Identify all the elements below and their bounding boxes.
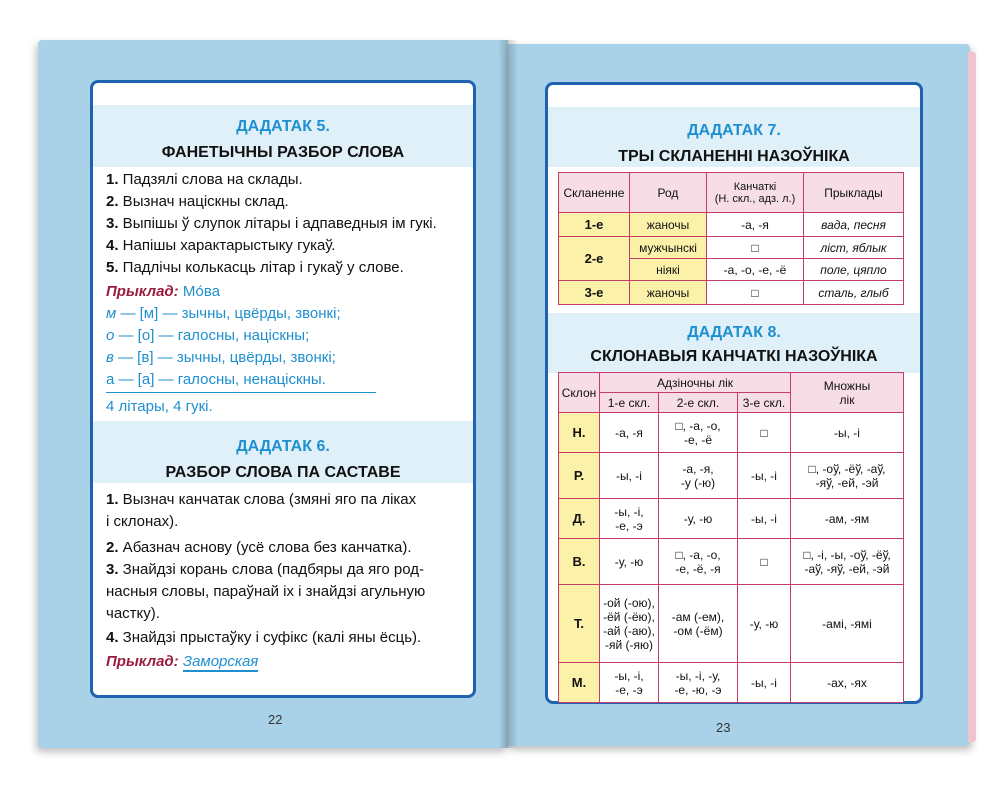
sec6-line-3: 2. Абазнач аснову (усё слова без канчатка). bbox=[106, 539, 412, 556]
step-1: 1. Падзялі слова на склады. bbox=[106, 171, 303, 188]
examples-cell: поле, цяпло bbox=[804, 259, 904, 281]
s1-cell: -ы, -і bbox=[600, 453, 659, 499]
s2-cell: □, -а, -о, -е, -ё bbox=[659, 413, 738, 453]
th-decl-3: 3-е скл. bbox=[738, 393, 791, 413]
ending-cell: □ bbox=[707, 237, 804, 259]
th-decl-2: 2-е скл. bbox=[659, 393, 738, 413]
pl-cell: □, -оў, -ёў, -аў, -яў, -ей, -эй bbox=[791, 453, 904, 499]
s2-cell: -а, -я, -у (-ю) bbox=[659, 453, 738, 499]
th-gender: Род bbox=[630, 173, 707, 213]
gender-cell: ніякі bbox=[630, 259, 707, 281]
example-line-3: в — [в] — зычны, цвёрды, звонкі; bbox=[106, 349, 336, 366]
sec6-line-4: 3. Знайдзі корань слова (падбяры да яго род- bbox=[106, 561, 425, 578]
table-row bbox=[559, 213, 904, 237]
right-page-number: 23 bbox=[716, 720, 731, 735]
sec6-line-5: насныя словы, параўнай іх і знайдзі агульную bbox=[106, 583, 426, 600]
th-plural: Множны лік bbox=[791, 373, 904, 413]
s3-cell: □ bbox=[738, 413, 791, 453]
th-decl-1: 1-е скл. bbox=[600, 393, 659, 413]
example-line-2: о — [о] — галосны, націскны; bbox=[106, 327, 310, 344]
example-6: Прыклад: Заморская bbox=[106, 653, 259, 670]
step-2: 2. Вызнач націскны склад. bbox=[106, 193, 289, 210]
case-cell: Т. bbox=[559, 585, 600, 663]
example-line-4: а — [а] — галосны, ненаціскны. bbox=[106, 371, 326, 388]
decl-cell: 3-е bbox=[559, 281, 630, 305]
example-line-1: м — [м] — зычны, цвёрды, звонкі; bbox=[106, 305, 341, 322]
step-3: 3. Выпішы ў слупок літары і адпаведныя ім гукі. bbox=[106, 215, 437, 232]
appendix-6-heading: ДАДАТАК 6. bbox=[236, 438, 330, 455]
s3-cell: -ы, -і bbox=[738, 499, 791, 539]
sec6-line-1: 1. Вызнач канчатак слова (змяні яго па ліках bbox=[106, 491, 417, 508]
s2-cell: □, -а, -о, -е, -ё, -я bbox=[659, 539, 738, 585]
s1-cell: -ы, -і, -е, -э bbox=[600, 663, 659, 703]
appendix-8-title: СКЛОНАВЫЯ КАНЧАТКІ НАЗОЎНІКА bbox=[590, 348, 878, 365]
appendix-7-heading: ДАДАТАК 7. bbox=[687, 122, 781, 139]
table-row bbox=[559, 499, 904, 539]
s3-cell: -ы, -і bbox=[738, 663, 791, 703]
pl-cell: -ам, -ям bbox=[791, 499, 904, 539]
ending-cell: -а, -я bbox=[707, 213, 804, 237]
th-endings: Канчаткі (Н. скл., адз. л.) bbox=[707, 173, 804, 213]
cover-edge bbox=[968, 52, 976, 742]
sec6-line-2: і склонах). bbox=[106, 513, 179, 530]
pl-cell: □, -і, -ы, -оў, -ёў, -аў, -яў, -ей, -эй bbox=[791, 539, 904, 585]
table-row bbox=[559, 539, 904, 585]
declensions-table bbox=[558, 172, 904, 305]
ending-cell: □ bbox=[707, 281, 804, 305]
left-page-number: 22 bbox=[268, 712, 283, 727]
pl-cell: -ы, -і bbox=[791, 413, 904, 453]
step-4: 4. Напішы характарыстыку гукаў. bbox=[106, 237, 336, 254]
case-cell: Н. bbox=[559, 413, 600, 453]
table-row bbox=[559, 663, 904, 703]
gender-cell: мужчынскі bbox=[630, 237, 707, 259]
s2-cell: -ы, -і, -у, -е, -ю, -э bbox=[659, 663, 738, 703]
case-cell: М. bbox=[559, 663, 600, 703]
table-row bbox=[559, 585, 904, 663]
case-cell: В. bbox=[559, 539, 600, 585]
s1-cell: -у, -ю bbox=[600, 539, 659, 585]
example-6-word: Заморская bbox=[182, 653, 259, 670]
examples-cell: вада, песня bbox=[804, 213, 904, 237]
s1-cell: -ы, -і, -е, -э bbox=[600, 499, 659, 539]
appendix-8-heading: ДАДАТАК 8. bbox=[687, 324, 781, 341]
case-cell: Р. bbox=[559, 453, 600, 499]
gender-cell: жаночы bbox=[630, 213, 707, 237]
th-declension: Скланенне bbox=[559, 173, 630, 213]
pl-cell: -амі, -ямі bbox=[791, 585, 904, 663]
pl-cell: -ах, -ях bbox=[791, 663, 904, 703]
case-endings-table bbox=[558, 372, 904, 703]
decl-cell: 1-е bbox=[559, 213, 630, 237]
sec6-line-6: частку). bbox=[106, 605, 160, 622]
table-row bbox=[559, 237, 904, 259]
case-cell: Д. bbox=[559, 499, 600, 539]
examples-cell: ліст, яблык bbox=[804, 237, 904, 259]
th-singular: Адзіночны лік bbox=[600, 373, 791, 393]
table-row bbox=[559, 281, 904, 305]
examples-cell: сталь, глыб bbox=[804, 281, 904, 305]
s1-cell: -ой (-ою), -ёй (-ёю), -ай (-аю), -яй (-яю) bbox=[600, 585, 659, 663]
sec6-line-7: 4. Знайдзі прыстаўку і суфікс (калі яны ёсць). bbox=[106, 629, 422, 646]
book-spine bbox=[498, 40, 518, 748]
appendix-5-title: ФАНЕТЫЧНЫ РАЗБОР СЛОВА bbox=[161, 144, 405, 161]
table-row bbox=[559, 453, 904, 499]
case-rows bbox=[559, 413, 904, 703]
appendix-7-title: ТРЫ СКЛАНЕННІ НАЗОЎНІКА bbox=[618, 148, 850, 165]
decl-cell: 2-е bbox=[559, 237, 630, 281]
divider bbox=[106, 392, 376, 393]
ending-cell: -а, -о, -е, -ё bbox=[707, 259, 804, 281]
s2-cell: -у, -ю bbox=[659, 499, 738, 539]
example-summary: 4 літары, 4 гукі. bbox=[106, 398, 213, 415]
s3-cell: □ bbox=[738, 539, 791, 585]
s3-cell: -ы, -і bbox=[738, 453, 791, 499]
example-5: Прыклад: Мо́ва bbox=[106, 283, 221, 300]
gender-cell: жаночы bbox=[630, 281, 707, 305]
table-row bbox=[559, 413, 904, 453]
s1-cell: -а, -я bbox=[600, 413, 659, 453]
s3-cell: -у, -ю bbox=[738, 585, 791, 663]
th-case: Склон bbox=[559, 373, 600, 413]
appendix-5-heading: ДАДАТАК 5. bbox=[236, 118, 330, 135]
appendix-6-title: РАЗБОР СЛОВА ПА САСТАВЕ bbox=[165, 464, 401, 481]
s2-cell: -ам (-ем), -ом (-ём) bbox=[659, 585, 738, 663]
th-examples: Прыклады bbox=[804, 173, 904, 213]
step-5: 5. Падлічы колькасць літар і гукаў у слове. bbox=[106, 259, 404, 276]
